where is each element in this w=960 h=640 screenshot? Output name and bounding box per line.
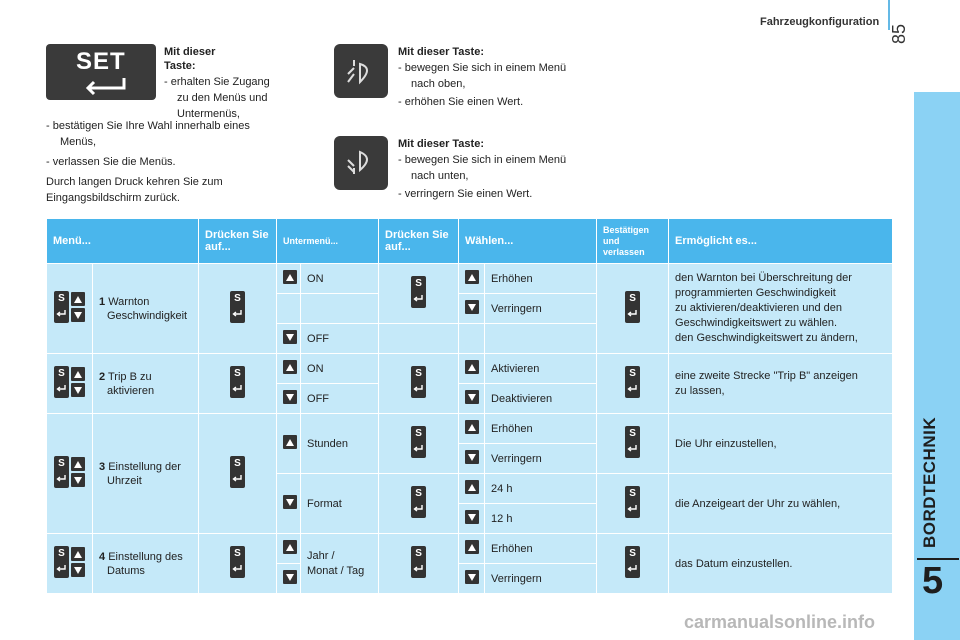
select-increase: Erhöhen: [485, 414, 597, 444]
description-2: eine zweite Strecke "Trip B" anzeigen zu lassen,: [669, 354, 893, 414]
confirm-set-cell: [597, 264, 669, 354]
down-arrow-icon: [465, 390, 479, 404]
set-key-icon: S: [230, 456, 245, 488]
up-arrow-icon: [71, 292, 85, 306]
set-key-icon: S: [625, 486, 640, 518]
down-arrow-icon: [71, 563, 85, 577]
submenu-off: OFF: [301, 324, 379, 354]
set-key-icon: S: [625, 366, 640, 398]
submenu-on: ON: [301, 354, 379, 384]
set-item-2b: Menüs,: [60, 136, 97, 148]
select-increase: Erhöhen: [485, 534, 597, 564]
set-intro-2: Taste:: [164, 60, 196, 72]
set-item-1a: - erhalten Sie Zugang: [164, 76, 270, 88]
up-key-image: [334, 44, 388, 98]
menu-table: [46, 218, 893, 594]
header-enables: Ermöglicht es...: [669, 219, 893, 264]
select-decrease: Verringern: [485, 564, 597, 594]
chapter-number: 5: [922, 560, 944, 602]
down-item-1b: nach unten,: [411, 170, 469, 182]
set-intro-1: Mit dieser: [164, 46, 216, 58]
watermark: carmanualsonline.info: [684, 612, 876, 632]
table-row: [47, 264, 893, 294]
set-longpress-a: Durch langen Druck kehren Sie zum: [46, 176, 223, 188]
select-24h: 24 h: [485, 474, 597, 504]
set-key-icon: S: [411, 546, 426, 578]
header-press-1: Drücken Sie auf...: [199, 219, 277, 264]
menu-item-4: 4 Einstellung des Datums: [93, 534, 199, 594]
down-arrow-icon: [283, 570, 297, 584]
down-arrow-icon: [71, 473, 85, 487]
submenu-date: Jahr / Monat / Tag: [301, 534, 379, 594]
down-arrow-icon: [465, 510, 479, 524]
submenu-format: Format: [301, 474, 379, 534]
table-row: [47, 354, 893, 384]
set-key-text: SET: [76, 48, 126, 75]
description-1: den Warnton bei Überschreitung der programmierten Geschwindigkeit zu aktivieren/deaktivieren und den Geschwindigkeitswert zu wählen. den Geschwindigkeitswert zu ändern,: [669, 264, 893, 354]
up-arrow-icon: [71, 547, 85, 561]
set-key-icon: S: [230, 546, 245, 578]
header-select: Wählen...: [459, 219, 597, 264]
light-down-icon: [334, 136, 388, 190]
section-title: Fahrzeugkonfiguration: [760, 16, 880, 28]
select-activate: Aktivieren: [485, 354, 597, 384]
up-arrow-icon: [465, 420, 479, 434]
set-key-icon: S: [230, 366, 245, 398]
up-arrow-icon: [465, 270, 479, 284]
set-key-icon: S: [54, 456, 69, 488]
up-arrow-icon: [283, 435, 297, 449]
down-arrow-icon: [71, 308, 85, 322]
down-arrow-icon: [283, 495, 297, 509]
down-arrow-icon: [465, 300, 479, 314]
select-12h: 12 h: [485, 504, 597, 534]
up-item-1b: nach oben,: [411, 78, 466, 90]
set-key-icon: S: [625, 426, 640, 458]
set-key-icon: S: [411, 486, 426, 518]
up-arrow-icon: [71, 367, 85, 381]
table-row: [47, 534, 893, 564]
set-key-icon: S: [54, 291, 69, 323]
down-key-image: [334, 136, 388, 190]
up-arrow-icon: [465, 480, 479, 494]
down-arrow-icon: [465, 450, 479, 464]
return-arrow-icon: [84, 76, 128, 96]
set-longpress-b: Eingangsbildschirm zurück.: [46, 192, 180, 204]
chapter-label: BORDTECHNIK: [920, 416, 939, 548]
description-4: das Datum einzustellen.: [669, 534, 893, 594]
down-heading: Mit dieser Taste:: [398, 138, 484, 150]
select-increase: Erhöhen: [485, 264, 597, 294]
table-row: [47, 414, 893, 444]
set-key-image: [46, 44, 156, 100]
down-arrow-icon: [283, 330, 297, 344]
submenu-hours: Stunden: [301, 414, 379, 474]
set-item-2a: - bestätigen Sie Ihre Wahl innerhalb eines: [46, 120, 250, 132]
set-key-icon: S: [625, 546, 640, 578]
select-decrease: Verringern: [485, 444, 597, 474]
set-key-icon: S: [411, 426, 426, 458]
set-item-1b: zu den Menüs und: [177, 92, 268, 104]
set-key-icon: S: [54, 366, 69, 398]
set-item-3: - verlassen Sie die Menüs.: [46, 156, 176, 168]
press-set-cell: [379, 264, 459, 324]
down-arrow-icon: [71, 383, 85, 397]
set-key-icon: S: [230, 291, 245, 323]
down-arrow-icon: [465, 570, 479, 584]
header-submenu: Untermenü...: [277, 219, 379, 264]
set-key-icon: S: [625, 291, 640, 323]
header-menu: Menü...: [47, 219, 199, 264]
set-item-1c: Untermenüs,: [177, 108, 240, 120]
up-arrow-icon: [465, 540, 479, 554]
page-number: 85: [889, 23, 909, 44]
up-arrow-icon: [465, 360, 479, 374]
down-item-1a: - bewegen Sie sich in einem Menü: [398, 154, 567, 166]
description-3-format: die Anzeigeart der Uhr zu wählen,: [669, 474, 893, 534]
menu-item-1: 1 Warnton Geschwindigkeit: [93, 264, 199, 354]
header-confirm: Bestätigen und verlassen: [597, 219, 669, 264]
light-up-icon: [334, 44, 388, 98]
down-item-2: - verringern Sie einen Wert.: [398, 188, 533, 200]
menu-item-3: 3 Einstellung der Uhrzeit: [93, 414, 199, 534]
up-arrow-icon: [283, 360, 297, 374]
select-decrease: Verringern: [485, 294, 597, 324]
up-item-1a: - bewegen Sie sich in einem Menü: [398, 62, 567, 74]
set-key-icon: S: [411, 276, 426, 308]
set-key-icon: S: [411, 366, 426, 398]
up-arrow-icon: [283, 540, 297, 554]
up-item-2: - erhöhen Sie einen Wert.: [398, 96, 524, 108]
submenu-off: OFF: [301, 384, 379, 414]
up-arrow-icon: [283, 270, 297, 284]
up-heading: Mit dieser Taste:: [398, 46, 484, 58]
set-key-icon: S: [54, 546, 69, 578]
submenu-on: ON: [301, 264, 379, 294]
down-arrow-icon: [283, 390, 297, 404]
menu-item-2: 2 Trip B zu aktivieren: [93, 354, 199, 414]
description-3-hours: Die Uhr einzustellen,: [669, 414, 893, 474]
header-press-2: Drücken Sie auf...: [379, 219, 459, 264]
up-arrow-icon: [71, 457, 85, 471]
menu-keys-cell: [47, 264, 93, 354]
press-set-cell: [199, 264, 277, 354]
select-deactivate: Deaktivieren: [485, 384, 597, 414]
